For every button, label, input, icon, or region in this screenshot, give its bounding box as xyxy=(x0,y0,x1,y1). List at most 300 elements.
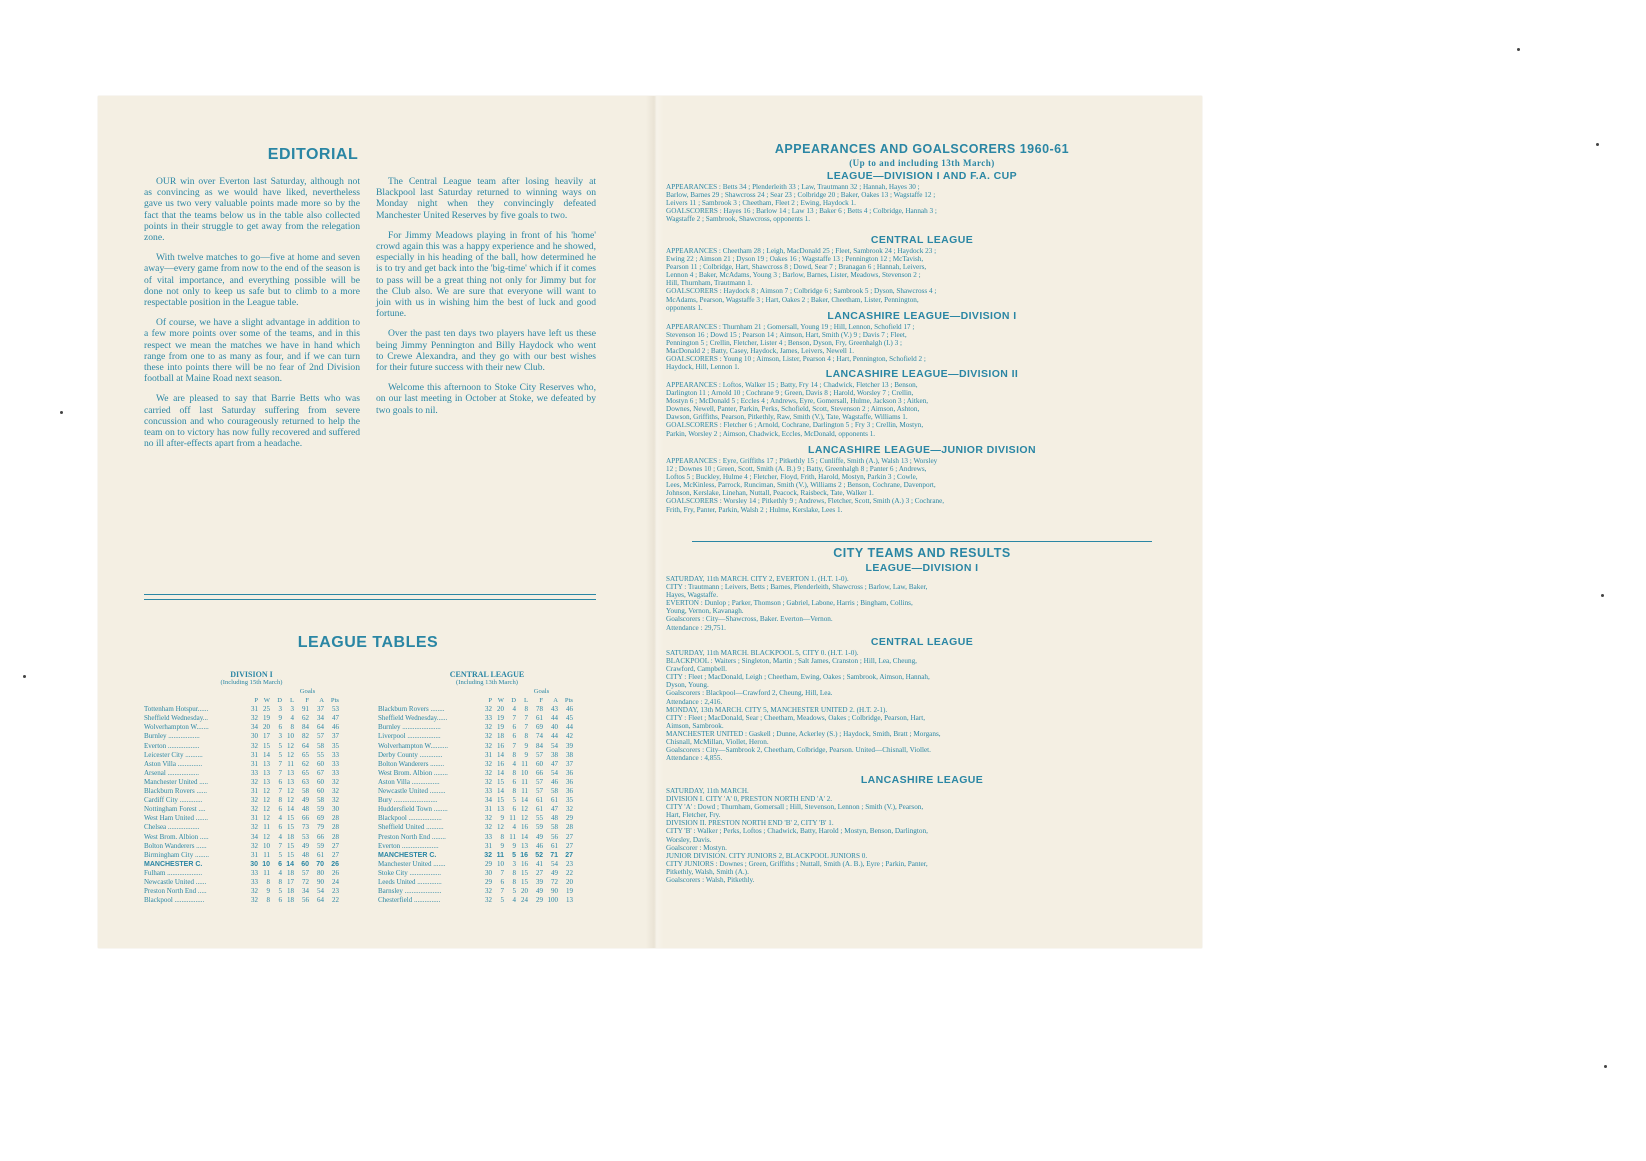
table-cell: 6 xyxy=(512,777,516,786)
table-cell: 33 xyxy=(251,877,258,886)
team-name: Burnley ...................... xyxy=(378,723,441,732)
table-cell: 5 xyxy=(278,887,282,896)
table-cell: 72 xyxy=(302,877,309,886)
table-cell: 74 xyxy=(536,732,543,741)
team-name: Nottingham Forest .... xyxy=(144,805,206,814)
table-cell: 8 xyxy=(512,787,516,796)
table-cell: 7 xyxy=(512,714,516,723)
table-cell: 32 xyxy=(566,805,573,814)
table-cell: 25 xyxy=(263,705,270,714)
table-cell: 27 xyxy=(566,841,573,850)
column-headers xyxy=(144,696,359,705)
table-cell: 49 xyxy=(536,887,543,896)
table-row xyxy=(144,814,359,823)
table-row xyxy=(378,805,596,814)
table-cell: 27 xyxy=(332,841,339,850)
team-name: Blackburn Rovers ........ xyxy=(378,705,445,714)
table-cell: 8 xyxy=(524,732,528,741)
table-cell: 34 xyxy=(302,887,309,896)
table-row xyxy=(144,851,359,860)
team-name: Stoke City .................. xyxy=(378,868,442,877)
table-cell: 32 xyxy=(485,814,492,823)
section-line: Goalscorer : Mostyn. xyxy=(666,843,727,852)
editorial-paragraph: For Jimmy Meadows playing in front of his 'home' crowd again this was a happy experience and he showed, especially in his heading of the ball, how determined he is to try and get back into the 'big-time' which if it comes to pass will be a great thing not only for Jimmy but for the Club also. We are sure that everyone will want to join with us in wishing him the best of luck and good fortune. xyxy=(376,229,596,320)
team-name: Preston North End ........ xyxy=(378,832,446,841)
table-cell: 65 xyxy=(302,768,309,777)
column-headers xyxy=(378,696,596,705)
table-cell: 61 xyxy=(551,841,558,850)
column-header: A xyxy=(319,697,324,705)
table-cell: 6 xyxy=(278,823,282,832)
table-cell: 46 xyxy=(332,723,339,732)
table-cell: 32 xyxy=(485,741,492,750)
table-cell: 6 xyxy=(278,723,282,732)
column-header: L xyxy=(523,697,528,705)
editorial-paragraph: Over the past ten days two players have left us these being Jimmy Pennington and Billy Haydock who went to Crewe Alexandra, and they go with our best wishes for their future success with their new Club. xyxy=(376,328,596,374)
table-cell: 10 xyxy=(497,859,504,868)
table-row xyxy=(378,751,596,760)
division1-subtitle: (Including 15th March) xyxy=(220,679,283,686)
table-cell: 13 xyxy=(263,759,270,768)
table-cell: 28 xyxy=(332,832,339,841)
table-cell: 47 xyxy=(551,805,558,814)
table-cell: 44 xyxy=(566,723,573,732)
table-cell: 32 xyxy=(251,714,258,723)
table-cell: 32 xyxy=(251,805,258,814)
table-cell: 52 xyxy=(535,851,543,859)
table-cell: 31 xyxy=(485,841,492,850)
section-line: Hill, Thurnham, Trautmann 1. xyxy=(666,279,753,288)
table-cell: 33 xyxy=(332,768,339,777)
table-row xyxy=(144,878,359,887)
table-cell: 61 xyxy=(551,796,558,805)
table-cell: 30 xyxy=(485,868,492,877)
table-cell: 82 xyxy=(302,732,309,741)
table-row xyxy=(378,742,596,751)
section-line: GOALSCORERS : Hayes 16 ; Barlow 14 ; Law 13 ; Baker 6 ; Betts 4 ; Colbridge, Hannah 3 ; xyxy=(666,207,937,216)
table-cell: 7 xyxy=(278,787,282,796)
section-line: Mostyn 6 ; McDonald 5 ; Eccles 4 ; Andrews, Eyre, Gomersall, Hulme, Jackson 3 ; Aitken, xyxy=(666,397,929,406)
section-line: SATURDAY, 11th MARCH. BLACKPOOL 5, CITY 0. (H.T. 1-0). xyxy=(666,649,859,657)
table-row xyxy=(378,887,596,896)
table-cell: 35 xyxy=(566,796,573,805)
table-cell: 34 xyxy=(251,832,258,841)
table-cell: 32 xyxy=(251,741,258,750)
section-line: Pitkethly, Walsh, Smith (A.). xyxy=(666,867,749,876)
column-header: D xyxy=(511,697,516,705)
editorial-title: EDITORIAL xyxy=(267,146,359,163)
section-line: MANCHESTER UNITED : Gaskell ; Dunne, Ackerley (S.) ; Haydock, Smith, Bratt ; Morgans, xyxy=(666,729,941,738)
table-cell: 46 xyxy=(536,841,543,850)
section-line: Dyson, Young. xyxy=(666,681,709,690)
section-line: GOALSCORERS : Young 10 ; Aimson, Lister, Pearson 4 ; Hart, Pennington, Schofield 2 ; xyxy=(666,355,926,364)
table-cell: 12 xyxy=(521,805,528,814)
table-cell: 46 xyxy=(566,705,573,714)
section-line: JUNIOR DIVISION. CITY JUNIORS 2, BLACKPOOL JUNIORS 0. xyxy=(666,851,868,860)
table-cell: 30 xyxy=(250,860,258,868)
table-row xyxy=(378,814,596,823)
team-name: Sheffield Wednesday...... xyxy=(378,714,448,723)
team-name: Barnsley ..................... xyxy=(378,887,442,896)
team-name: Arsenal .................. xyxy=(144,768,200,777)
table-cell: 61 xyxy=(536,714,543,723)
table-cell: 38 xyxy=(566,750,573,759)
section-line: CITY JUNIORS : Downes ; Green, Griffiths ; Nuttall, Smith (A. B.), Eyre ; Parkin, Panter, xyxy=(666,859,928,868)
table-cell: 7 xyxy=(524,723,528,732)
table-cell: 28 xyxy=(332,823,339,832)
table-cell: 13 xyxy=(566,896,573,905)
table-cell: 7 xyxy=(524,714,528,723)
section-line: 12 ; Downes 10 ; Green, Scott, Smith (A. B.) 9 ; Batty, Greenhalgh 8 ; Panter 6 ; Andrews, xyxy=(666,465,927,474)
section-line: Ewing 22 ; Aimson 21 ; Dyson 19 ; Oakes 16 ; Wagstaffe 13 ; Pennington 12 ; McTavish, xyxy=(666,255,924,264)
section-line: APPEARANCES : Thurnham 21 ; Gomersall, Young 19 ; Hill, Lennon, Schofield 17 ; xyxy=(666,323,915,331)
scan-speck xyxy=(1604,1065,1607,1068)
table-cell: 64 xyxy=(302,741,309,750)
team-name: Blackpool ................... xyxy=(378,814,442,823)
table-cell: 3 xyxy=(512,859,516,868)
table-cell: 15 xyxy=(287,850,294,859)
appearances-subtitle: (Up to and including 13th March) xyxy=(849,158,995,168)
editorial-paragraph: We are pleased to say that Barrie Betts who was carried off last Saturday suffering from severe concussion and who courageously returned to help the team on to victory has now fully recovered and suffered no ill after-effects apart from a headache. xyxy=(144,393,360,450)
central-league-title: CENTRAL LEAGUE xyxy=(449,670,525,679)
table-cell: 53 xyxy=(332,705,339,714)
table-cell: 27 xyxy=(565,851,573,859)
table-cell: 34 xyxy=(251,723,258,732)
table-cell: 56 xyxy=(302,896,309,905)
section-line: DIVISION I. CITY 'A' 0, PRESTON NORTH END 'A' 2. xyxy=(666,795,833,804)
table-cell: 41 xyxy=(536,859,543,868)
table-cell: 62 xyxy=(302,714,309,723)
table-cell: 29 xyxy=(536,896,543,905)
table-row xyxy=(378,705,596,714)
table-cell: 55 xyxy=(317,750,324,759)
section-line: BLACKPOOL : Waiters ; Singleton, Martin ; Salt James, Cranston ; Hill, Lea, Cheung, xyxy=(666,657,917,666)
column-header: L xyxy=(289,697,294,705)
table-cell: 43 xyxy=(551,705,558,714)
table-row xyxy=(378,760,596,769)
section-line: APPEARANCES : Cheetham 28 ; Leigh, MacDonald 25 ; Fleet, Sambrook 24 ; Haydock 23 ; xyxy=(666,247,937,255)
table-cell: 13 xyxy=(287,768,294,777)
table-cell: 60 xyxy=(317,759,324,768)
table-cell: 32 xyxy=(485,896,492,905)
table-cell: 10 xyxy=(262,860,270,868)
goals-label: Goals xyxy=(299,688,316,695)
table-cell: 9 xyxy=(266,887,270,896)
table-cell: 8 xyxy=(512,750,516,759)
section-line: APPEARANCES : Eyre, Griffiths 17 ; Pitkethly 15 ; Cunliffe, Smith (A.), Walsh 13 ; Worsley xyxy=(666,457,938,465)
team-name: MANCHESTER C. xyxy=(378,851,437,859)
scan-speck xyxy=(1596,143,1599,146)
table-cell: 19 xyxy=(497,723,504,732)
table-cell: 69 xyxy=(317,814,324,823)
table-cell: 16 xyxy=(520,851,528,859)
table-cell: 73 xyxy=(302,823,309,832)
table-cell: 17 xyxy=(263,732,270,741)
table-cell: 100 xyxy=(547,896,558,905)
table-cell: 31 xyxy=(251,705,258,714)
table-cell: 32 xyxy=(485,777,492,786)
table-cell: 17 xyxy=(287,877,294,886)
table-cell: 27 xyxy=(332,850,339,859)
table-cell: 48 xyxy=(551,814,558,823)
column-header: W xyxy=(263,697,270,705)
table-row xyxy=(378,860,596,869)
section-heading: CENTRAL LEAGUE xyxy=(870,234,974,246)
table-cell: 15 xyxy=(263,741,270,750)
team-name: Everton ..................... xyxy=(378,841,439,850)
table-cell: 4 xyxy=(290,714,294,723)
table-cell: 54 xyxy=(551,741,558,750)
table-cell: 9 xyxy=(512,841,516,850)
scan-speck xyxy=(60,411,63,414)
table-cell: 5 xyxy=(512,796,516,805)
table-row xyxy=(144,705,359,714)
table-cell: 57 xyxy=(317,732,324,741)
table-cell: 4 xyxy=(512,896,516,905)
table-cell: 36 xyxy=(566,777,573,786)
table-cell: 28 xyxy=(566,823,573,832)
section-line: Goalscorers : Walsh, Pitkethly. xyxy=(666,876,755,885)
central-league-subtitle: (Including 13th March) xyxy=(456,679,518,686)
table-cell: 91 xyxy=(302,705,309,714)
section-line: SATURDAY, 11th MARCH. CITY 2, EVERTON 1. (H.T. 1-0). xyxy=(666,575,849,583)
table-cell: 24 xyxy=(332,877,339,886)
table-cell: 58 xyxy=(317,741,324,750)
team-name: Bury ......................... xyxy=(378,796,438,805)
team-name: Huddersfield Town ........ xyxy=(378,805,448,814)
column-header: P xyxy=(254,697,258,705)
table-cell: 30 xyxy=(332,805,339,814)
team-name: West Brom. Albion ........ xyxy=(378,768,448,777)
table-cell: 11 xyxy=(521,777,528,786)
table-row xyxy=(144,833,359,842)
table-cell: 66 xyxy=(302,814,309,823)
table-row xyxy=(144,869,359,878)
table-cell: 42 xyxy=(566,732,573,741)
table-cell: 12 xyxy=(263,805,270,814)
section-heading: LANCASHIRE LEAGUE—DIVISION II xyxy=(825,368,1019,380)
table-cell: 15 xyxy=(521,877,528,886)
section-heading: CENTRAL LEAGUE xyxy=(870,636,974,648)
division1-title: DIVISION I xyxy=(230,670,273,679)
section-line: McAdams, Pearson, Wagstaffe 3 ; Hart, Oakes 2 ; Baker, Cheetham, Lister, Pennington, xyxy=(666,295,919,304)
center-fold xyxy=(646,96,664,948)
divider-rule xyxy=(144,594,596,595)
table-cell: 60 xyxy=(536,759,543,768)
team-name: Fulham .................... xyxy=(144,868,203,877)
table-cell: 20 xyxy=(566,877,573,886)
table-cell: 8 xyxy=(524,705,528,714)
table-cell: 8 xyxy=(512,877,516,886)
section-line: GOALSCORERS : Haydock 8 ; Aimson 7 ; Colbridge 6 ; Sambrook 5 ; Dyson, Shawcross 4 ; xyxy=(666,287,937,296)
team-name: Preston North End ..... xyxy=(144,887,207,896)
column-header: F xyxy=(305,697,309,705)
central-league-table xyxy=(378,670,596,905)
team-name: Cardiff City ............. xyxy=(144,796,203,805)
table-cell: 31 xyxy=(251,750,258,759)
table-cell: 9 xyxy=(524,741,528,750)
table-cell: 64 xyxy=(317,723,324,732)
table-row xyxy=(378,851,596,860)
table-cell: 12 xyxy=(263,832,270,841)
section-line: Lees, McKinless, Parrock, Runciman, Smith (V.), Williams 2 ; Benson, Cochrane, Davenport, xyxy=(666,481,936,490)
table-cell: 32 xyxy=(251,777,258,786)
table-cell: 44 xyxy=(551,714,558,723)
team-name: Chesterfield ............... xyxy=(378,896,441,905)
team-name: Aston Villa .............. xyxy=(144,759,203,768)
section-line: Worsley, Davis. xyxy=(666,835,712,844)
table-cell: 13 xyxy=(287,777,294,786)
section-body xyxy=(666,787,1094,884)
editorial-paragraph: With twelve matches to go—five at home and seven away—every game from now to the end of the season is of vital importance, and everything possible will be done not only to keep us safe but to climb to a more respectable position in the League table. xyxy=(144,252,360,309)
table-cell: 84 xyxy=(536,741,543,750)
section-line: DIVISION II. PRESTON NORTH END 'B' 2, CITY 'B' 1. xyxy=(666,819,834,828)
table-cell: 18 xyxy=(287,887,294,896)
table-cell: 31 xyxy=(251,787,258,796)
table-cell: 11 xyxy=(509,832,516,841)
table-cell: 6 xyxy=(278,777,282,786)
table-cell: 37 xyxy=(566,759,573,768)
table-row xyxy=(378,769,596,778)
table-cell: 32 xyxy=(484,851,492,859)
column-header: F xyxy=(539,697,543,705)
table-cell: 12 xyxy=(287,796,294,805)
table-cell: 8 xyxy=(278,796,282,805)
table-cell: 5 xyxy=(512,851,516,859)
table-cell: 28 xyxy=(332,814,339,823)
table-cell: 47 xyxy=(332,714,339,723)
league-tables-title: LEAGUE TABLES xyxy=(297,634,439,651)
table-cell: 6 xyxy=(278,896,282,905)
table-cell: 32 xyxy=(332,777,339,786)
divider-rule xyxy=(692,541,1152,542)
section-line: Aimson, Sambrook. xyxy=(666,721,724,730)
team-name: Bolton Wanderers ........ xyxy=(378,759,445,768)
table-cell: 59 xyxy=(317,805,324,814)
table-cell: 31 xyxy=(485,750,492,759)
section-line: Stevenson 16 ; Dowd 15 ; Pearson 14 ; Aimson, Hart, Smith (V.) 9 ; Davis 7 ; Fleet, xyxy=(666,331,907,340)
table-row xyxy=(378,842,596,851)
table-cell: 15 xyxy=(287,823,294,832)
table-row xyxy=(144,896,359,905)
table-cell: 12 xyxy=(521,814,528,823)
table-row xyxy=(378,787,596,796)
table-cell: 33 xyxy=(485,787,492,796)
table-row xyxy=(144,787,359,796)
section-heading: LEAGUE—DIVISION I xyxy=(865,562,979,574)
section-body xyxy=(666,575,1094,632)
section-line: Hayes, Wagstaffe. xyxy=(666,591,719,600)
table-cell: 19 xyxy=(263,714,270,723)
table-cell: 10 xyxy=(287,732,294,741)
table-cell: 14 xyxy=(497,787,504,796)
section-body xyxy=(666,649,1094,762)
table-cell: 26 xyxy=(331,860,339,868)
table-cell: 5 xyxy=(500,896,504,905)
section-line: Goalscorers : Blackpool—Crawford 2, Cheung, Hill, Lea. xyxy=(666,689,833,698)
table-cell: 11 xyxy=(521,759,528,768)
scan-speck xyxy=(1517,48,1520,51)
goals-header xyxy=(378,687,596,696)
column-header: W xyxy=(497,697,504,705)
team-name: Derby County ............. xyxy=(378,750,443,759)
table-cell: 31 xyxy=(485,805,492,814)
team-name: Bolton Wanderers ...... xyxy=(144,841,207,850)
table-cell: 6 xyxy=(512,723,516,732)
section-body xyxy=(666,323,1094,372)
table-cell: 55 xyxy=(536,814,543,823)
table-cell: 69 xyxy=(536,723,543,732)
divider-rule xyxy=(144,599,596,600)
table-cell: 12 xyxy=(497,823,504,832)
table-row xyxy=(144,714,359,723)
table-cell: 61 xyxy=(317,850,324,859)
table-cell: 34 xyxy=(317,714,324,723)
table-cell: 37 xyxy=(332,732,339,741)
table-row xyxy=(144,823,359,832)
table-cell: 15 xyxy=(521,868,528,877)
team-name: Birmingham City ........ xyxy=(144,850,209,859)
table-cell: 10 xyxy=(521,768,528,777)
table-row xyxy=(378,778,596,787)
table-cell: 23 xyxy=(332,887,339,896)
team-name: Newcastle United ......... xyxy=(378,787,446,796)
table-cell: 14 xyxy=(497,750,504,759)
table-cell: 32 xyxy=(251,796,258,805)
table-cell: 32 xyxy=(251,823,258,832)
table-cell: 18 xyxy=(287,868,294,877)
team-name: Blackpool ................. xyxy=(144,896,205,905)
table-cell: 6 xyxy=(512,805,516,814)
table-cell: 8 xyxy=(266,877,270,886)
table-cell: 16 xyxy=(497,759,504,768)
team-name: Tottenham Hotspur...... xyxy=(144,705,209,714)
table-cell: 11 xyxy=(263,868,270,877)
table-row xyxy=(144,887,359,896)
table-cell: 4 xyxy=(278,868,282,877)
table-cell: 22 xyxy=(566,868,573,877)
table-row xyxy=(144,751,359,760)
table-cell: 53 xyxy=(302,832,309,841)
table-cell: 15 xyxy=(287,814,294,823)
table-cell: 18 xyxy=(287,832,294,841)
table-cell: 32 xyxy=(485,723,492,732)
section-line: SATURDAY, 11th MARCH. xyxy=(666,787,749,795)
section-line: APPEARANCES : Betts 34 ; Plenderleith 33 ; Law, Trautmann 32 ; Hannah, Hayes 30 ; xyxy=(666,183,920,191)
table-cell: 8 xyxy=(500,832,504,841)
section-line: Pearson 11 ; Colbridge, Hart, Shawcross 8 ; Dowd, Sear 7 ; Branagan 6 ; Hannah, Leivers, xyxy=(666,263,927,272)
table-row xyxy=(378,796,596,805)
table-cell: 71 xyxy=(550,851,558,859)
table-cell: 58 xyxy=(551,787,558,796)
table-cell: 33 xyxy=(485,714,492,723)
table-cell: 58 xyxy=(551,823,558,832)
section-line: Johnson, Kerslake, Linehan, Nuttall, Peacock, Raisbeck, Tate, Walker 1. xyxy=(666,489,874,498)
section-line: CITY 'B' : Walker ; Perks, Loftos ; Chadwick, Batty, Harold ; Mostyn, Benson, Darlington, xyxy=(666,827,928,836)
table-cell: 32 xyxy=(485,768,492,777)
table-cell: 32 xyxy=(485,823,492,832)
table-cell: 9 xyxy=(524,750,528,759)
table-row xyxy=(144,796,359,805)
table-cell: 49 xyxy=(302,841,309,850)
team-name: Chelsea .................. xyxy=(144,823,200,832)
table-cell: 6 xyxy=(278,805,282,814)
section-line: GOALSCORERS : Fletcher 6 ; Arnold, Cochrane, Darlington 5 ; Fry 3 ; Crellin, Mostyn, xyxy=(666,421,924,430)
table-cell: 63 xyxy=(302,777,309,786)
table-row xyxy=(144,860,359,869)
programme-sheet xyxy=(98,96,1202,948)
team-name: Sheffield Wednesday... xyxy=(144,714,209,723)
